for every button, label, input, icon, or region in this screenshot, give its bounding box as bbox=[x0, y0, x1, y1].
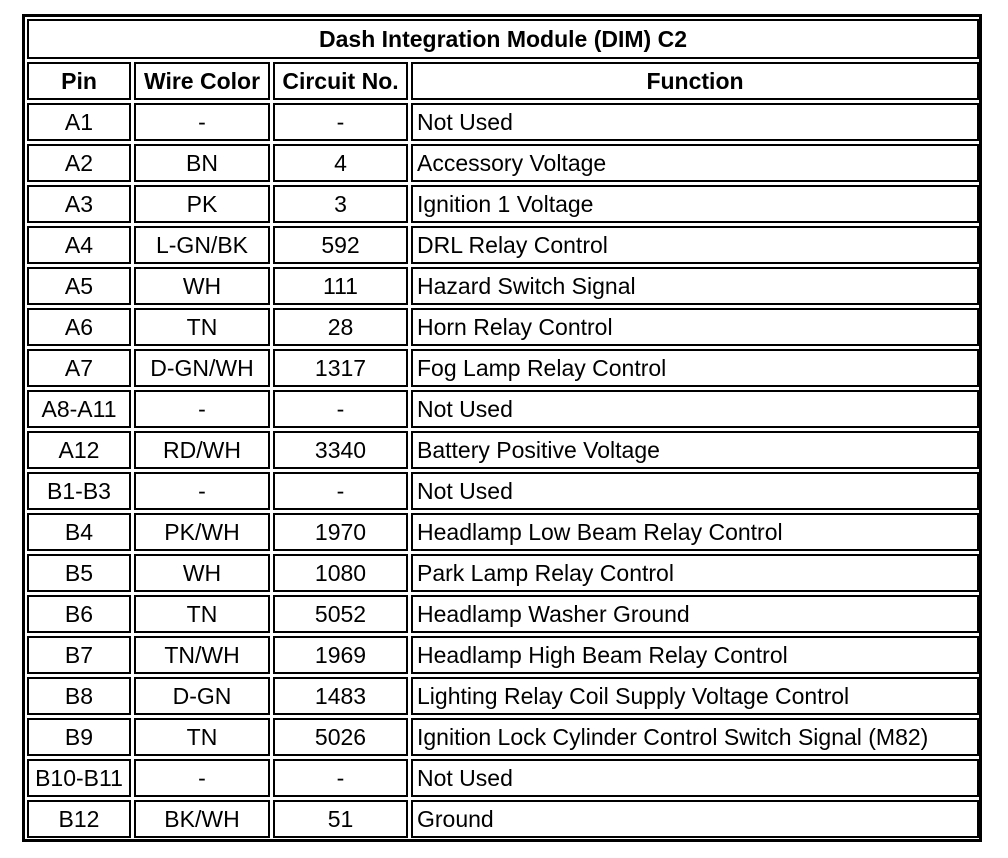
table-row bbox=[27, 595, 979, 633]
function-cell: Headlamp High Beam Relay Control bbox=[411, 636, 979, 674]
table-row bbox=[27, 636, 979, 674]
function-cell: Ignition 1 Voltage bbox=[411, 185, 979, 223]
wire-color-cell: PK/WH bbox=[134, 513, 270, 551]
table-title: Dash Integration Module (DIM) C2 bbox=[27, 19, 979, 59]
function-cell: Accessory Voltage bbox=[411, 144, 979, 182]
function-cell: Battery Positive Voltage bbox=[411, 431, 979, 469]
table-row bbox=[27, 308, 979, 346]
circuit-no-cell: - bbox=[273, 390, 408, 428]
wire-color-cell: WH bbox=[134, 554, 270, 592]
wire-color-cell: - bbox=[134, 472, 270, 510]
header-row bbox=[27, 62, 979, 100]
table-row bbox=[27, 390, 979, 428]
wire-color-cell: PK bbox=[134, 185, 270, 223]
function-cell: Ignition Lock Cylinder Control Switch Signal (M82) bbox=[411, 718, 979, 756]
circuit-no-cell: - bbox=[273, 103, 408, 141]
wire-color-cell: BN bbox=[134, 144, 270, 182]
table-row bbox=[27, 800, 979, 838]
pin-cell: B5 bbox=[27, 554, 131, 592]
pin-cell: A4 bbox=[27, 226, 131, 264]
pin-cell: B7 bbox=[27, 636, 131, 674]
table-row bbox=[27, 554, 979, 592]
header-pin: Pin bbox=[27, 62, 131, 100]
wire-color-cell: - bbox=[134, 390, 270, 428]
wire-color-cell: TN bbox=[134, 595, 270, 633]
function-cell: Park Lamp Relay Control bbox=[411, 554, 979, 592]
wire-color-cell: - bbox=[134, 759, 270, 797]
function-cell: Headlamp Low Beam Relay Control bbox=[411, 513, 979, 551]
table-row bbox=[27, 349, 979, 387]
table-row bbox=[27, 185, 979, 223]
table-row bbox=[27, 226, 979, 264]
pin-cell: B8 bbox=[27, 677, 131, 715]
function-cell: Hazard Switch Signal bbox=[411, 267, 979, 305]
table-row bbox=[27, 144, 979, 182]
pin-cell: A7 bbox=[27, 349, 131, 387]
function-cell: Not Used bbox=[411, 472, 979, 510]
wire-color-cell: WH bbox=[134, 267, 270, 305]
pin-cell: A1 bbox=[27, 103, 131, 141]
circuit-no-cell: 4 bbox=[273, 144, 408, 182]
pin-cell: B12 bbox=[27, 800, 131, 838]
wire-color-cell: BK/WH bbox=[134, 800, 270, 838]
pin-cell: B1-B3 bbox=[27, 472, 131, 510]
pin-cell: B9 bbox=[27, 718, 131, 756]
table-row bbox=[27, 677, 979, 715]
circuit-no-cell: 1483 bbox=[273, 677, 408, 715]
pin-cell: A6 bbox=[27, 308, 131, 346]
pin-cell: A12 bbox=[27, 431, 131, 469]
table-row bbox=[27, 431, 979, 469]
function-cell: DRL Relay Control bbox=[411, 226, 979, 264]
pin-cell: B4 bbox=[27, 513, 131, 551]
title-row bbox=[27, 19, 979, 59]
pin-cell: B10-B11 bbox=[27, 759, 131, 797]
circuit-no-cell: 28 bbox=[273, 308, 408, 346]
circuit-no-cell: 3340 bbox=[273, 431, 408, 469]
header-circuit-no: Circuit No. bbox=[273, 62, 408, 100]
circuit-no-cell: 5052 bbox=[273, 595, 408, 633]
circuit-no-cell: 592 bbox=[273, 226, 408, 264]
table-row bbox=[27, 759, 979, 797]
function-cell: Not Used bbox=[411, 390, 979, 428]
wire-color-cell: - bbox=[134, 103, 270, 141]
table-row bbox=[27, 718, 979, 756]
function-cell: Horn Relay Control bbox=[411, 308, 979, 346]
pin-cell: A2 bbox=[27, 144, 131, 182]
pin-cell: A3 bbox=[27, 185, 131, 223]
function-cell: Not Used bbox=[411, 103, 979, 141]
wire-color-cell: D-GN bbox=[134, 677, 270, 715]
table-row bbox=[27, 513, 979, 551]
wire-color-cell: TN bbox=[134, 308, 270, 346]
header-function: Function bbox=[411, 62, 979, 100]
pin-cell: B6 bbox=[27, 595, 131, 633]
circuit-no-cell: - bbox=[273, 759, 408, 797]
circuit-no-cell: 1969 bbox=[273, 636, 408, 674]
circuit-no-cell: 5026 bbox=[273, 718, 408, 756]
circuit-no-cell: 3 bbox=[273, 185, 408, 223]
function-cell: Fog Lamp Relay Control bbox=[411, 349, 979, 387]
connector-pinout-table bbox=[24, 16, 982, 841]
function-cell: Ground bbox=[411, 800, 979, 838]
header-wire-color: Wire Color bbox=[134, 62, 270, 100]
pin-cell: A8-A11 bbox=[27, 390, 131, 428]
circuit-no-cell: 1317 bbox=[273, 349, 408, 387]
table-row bbox=[27, 472, 979, 510]
circuit-no-cell: 1080 bbox=[273, 554, 408, 592]
table-row bbox=[27, 103, 979, 141]
circuit-no-cell: - bbox=[273, 472, 408, 510]
wire-color-cell: TN bbox=[134, 718, 270, 756]
wire-color-cell: L-GN/BK bbox=[134, 226, 270, 264]
pin-cell: A5 bbox=[27, 267, 131, 305]
circuit-no-cell: 111 bbox=[273, 267, 408, 305]
wire-color-cell: TN/WH bbox=[134, 636, 270, 674]
circuit-no-cell: 1970 bbox=[273, 513, 408, 551]
function-cell: Not Used bbox=[411, 759, 979, 797]
function-cell: Lighting Relay Coil Supply Voltage Control bbox=[411, 677, 979, 715]
wire-color-cell: D-GN/WH bbox=[134, 349, 270, 387]
table-row bbox=[27, 267, 979, 305]
wire-color-cell: RD/WH bbox=[134, 431, 270, 469]
circuit-no-cell: 51 bbox=[273, 800, 408, 838]
function-cell: Headlamp Washer Ground bbox=[411, 595, 979, 633]
